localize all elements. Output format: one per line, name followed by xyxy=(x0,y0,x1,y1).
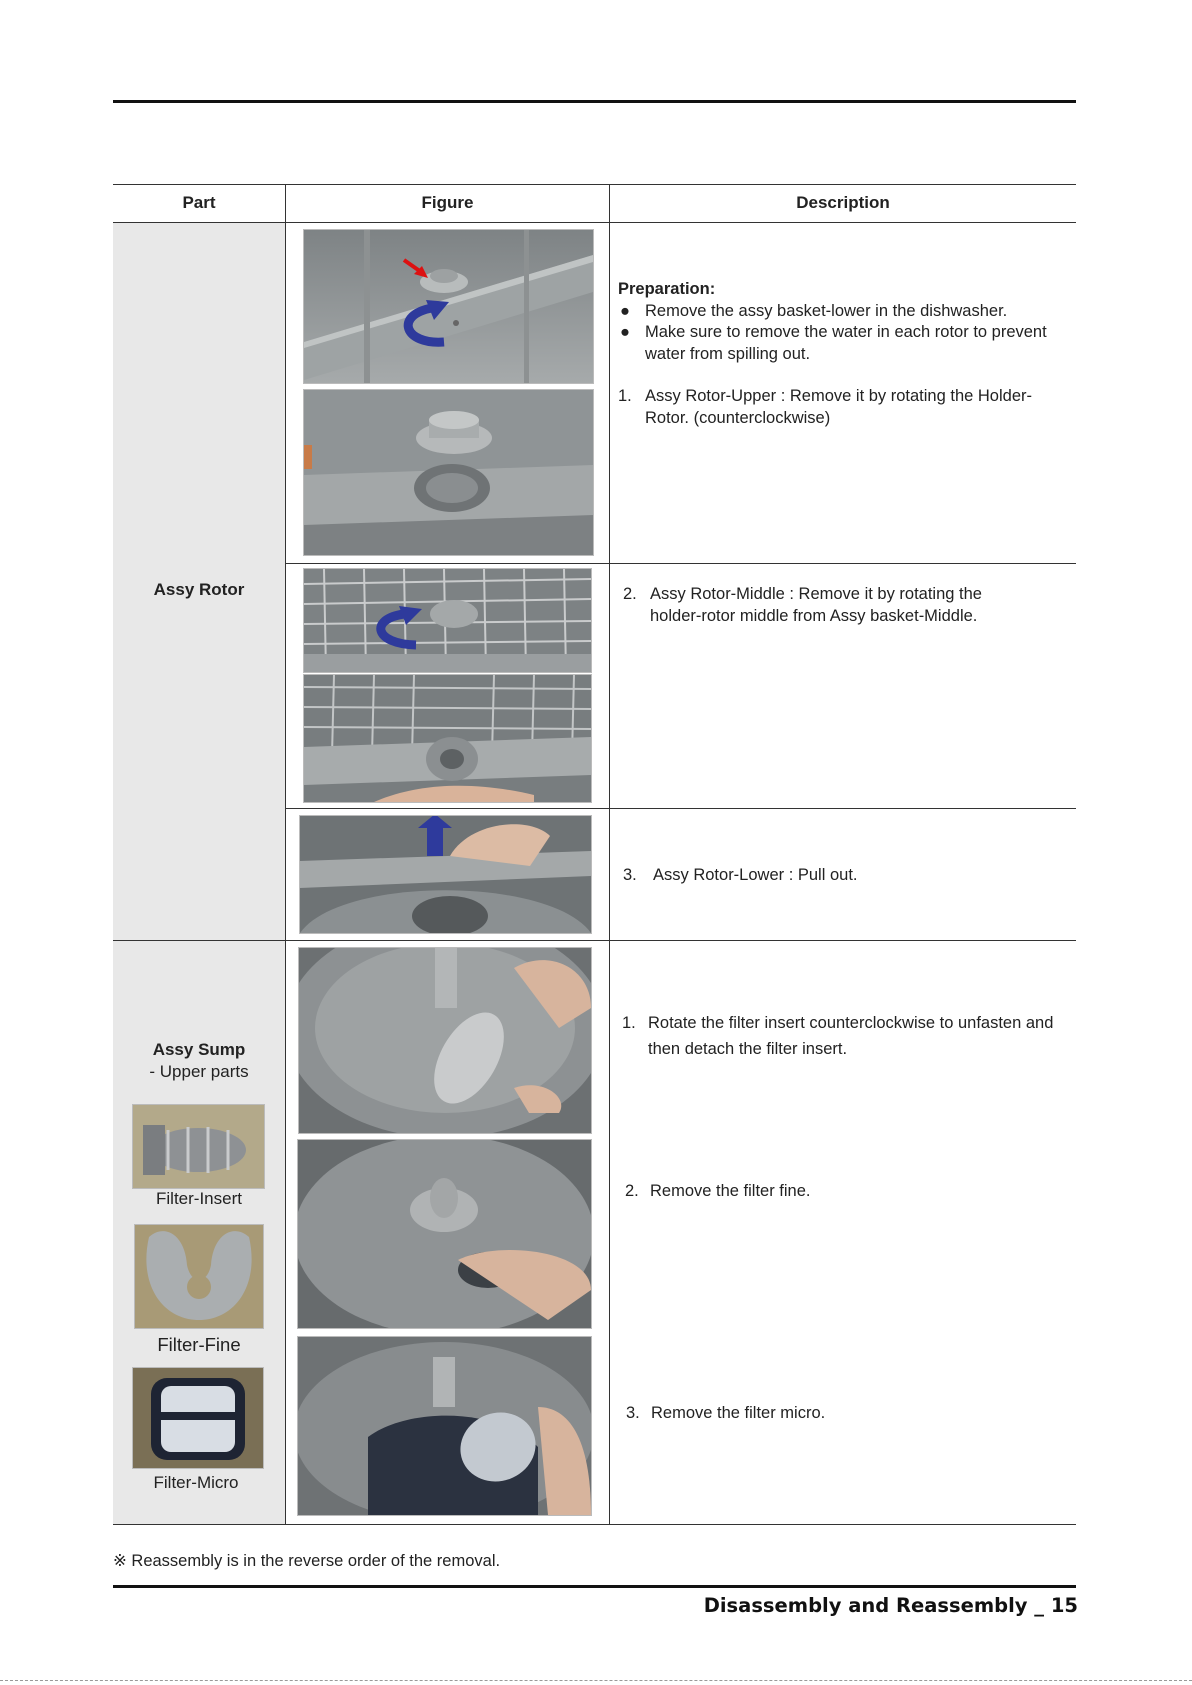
thumb-filter-fine xyxy=(134,1224,264,1329)
step-number: 2. xyxy=(623,585,637,603)
thumb-filter-micro xyxy=(132,1367,264,1469)
bullet-glyph: ● xyxy=(620,301,630,320)
step-number: 3. xyxy=(623,866,637,884)
step-text: Assy Rotor-Middle : Remove it by rotating the holder-rotor middle from Assy basket-Middle. xyxy=(650,585,982,625)
caption-filter-fine: Filter-Fine xyxy=(157,1334,241,1355)
sump-step-2 xyxy=(625,1181,1065,1203)
preparation-heading: Preparation: xyxy=(618,280,716,298)
step-text: Remove the filter fine. xyxy=(650,1182,811,1200)
step-text: Assy Rotor-Lower : Pull out. xyxy=(653,866,858,884)
preparation-bullet-1 xyxy=(618,301,1068,323)
sump-step-3 xyxy=(626,1403,1066,1425)
page-footer: Disassembly and Reassembly _ 15 xyxy=(703,1594,1078,1617)
photo-sump-filter-insert xyxy=(298,947,592,1134)
step-number: 1. xyxy=(618,387,632,405)
rotor-step1-description xyxy=(618,279,1068,429)
photo-rotor-middle-1 xyxy=(303,568,592,673)
bullet-glyph: ● xyxy=(620,323,630,341)
caption-filter-micro: Filter-Micro xyxy=(153,1473,239,1492)
part-label-assy-rotor: Assy Rotor xyxy=(153,580,245,599)
step-number: 3. xyxy=(626,1404,640,1422)
header-part: Part xyxy=(182,193,216,212)
photo-rotor-lower xyxy=(299,815,592,934)
step-number: 1. xyxy=(622,1014,636,1032)
header-figure: Figure xyxy=(421,193,474,212)
rotor-step-2 xyxy=(623,584,1013,627)
bullet-text: Remove the assy basket-lower in the dishwasher. xyxy=(645,301,1008,320)
bullet-text: Make sure to remove the water in each rotor to prevent water from spilling out. xyxy=(645,323,1047,363)
rotor-step-3 xyxy=(623,865,1063,887)
part-sublabel-upper-parts: - Upper parts xyxy=(149,1062,249,1081)
bottom-rule xyxy=(113,1585,1076,1588)
disassembly-table xyxy=(113,184,1076,1524)
rotor-step-1 xyxy=(618,386,1045,429)
step-text: Remove the filter micro. xyxy=(651,1404,826,1422)
photo-rotor-upper-2 xyxy=(303,389,594,556)
top-rule xyxy=(113,100,1076,103)
reassembly-note: ※ Reassembly is in the reverse order of the removal. xyxy=(113,1552,501,1570)
photo-rotor-upper-1 xyxy=(303,229,594,384)
part-label-assy-sump: Assy Sump xyxy=(152,1040,246,1059)
photo-sump-filter-micro xyxy=(297,1336,592,1516)
caption-filter-insert: Filter-Insert xyxy=(156,1189,242,1208)
step-text: Assy Rotor-Upper : Remove it by rotating the Holder-Rotor. (counterclockwise) xyxy=(645,387,1032,427)
step-text: Rotate the filter insert counterclockwise to unfasten and then detach the filter insert. xyxy=(648,1014,1054,1058)
sump-step-1 xyxy=(622,1010,1072,1062)
photo-rotor-middle-2 xyxy=(303,674,592,803)
step-number: 2. xyxy=(625,1182,639,1200)
preparation-bullet-2 xyxy=(618,322,1068,365)
page-edge-dotted-line xyxy=(0,1680,1192,1681)
header-description: Description xyxy=(796,193,890,212)
photo-sump-filter-fine xyxy=(297,1139,592,1329)
thumb-filter-insert xyxy=(132,1104,265,1189)
